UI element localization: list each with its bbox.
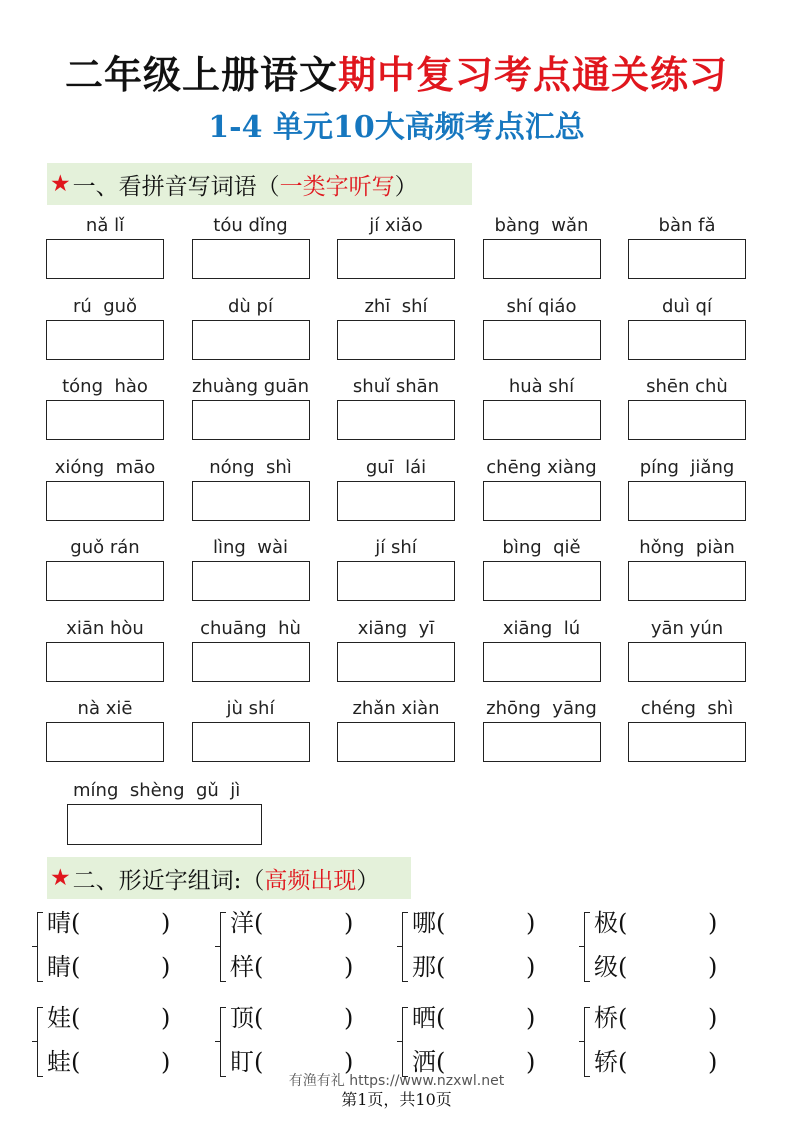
pinyin-label: shēn chù (646, 376, 728, 397)
left-paren: ( (436, 909, 446, 937)
answer-box[interactable] (192, 722, 310, 762)
pinyin-item (337, 696, 455, 762)
character: 桥 (594, 1004, 618, 1032)
word-building-line[interactable] (47, 997, 177, 1039)
answer-box[interactable] (337, 561, 455, 601)
answer-box[interactable] (192, 239, 310, 279)
answer-box[interactable] (628, 239, 746, 279)
pinyin-item (628, 616, 746, 682)
pinyin-item (192, 696, 310, 762)
pinyin-label: tóu dǐng (213, 215, 288, 236)
answer-box[interactable] (337, 481, 455, 521)
pinyin-label: nóng shì (209, 456, 292, 478)
word-building-line[interactable] (47, 902, 177, 944)
pinyin-label: píng jiǎng (639, 456, 735, 478)
pinyin-item (483, 374, 601, 440)
right-paren: ) (526, 909, 536, 937)
pinyin-row (46, 294, 746, 375)
footer-watermark: 有渔有礼 https://www.nzxwl.net (288, 1073, 505, 1089)
answer-box[interactable] (483, 642, 601, 682)
left-paren: ( (618, 1048, 628, 1076)
right-paren: ) (161, 909, 171, 937)
word-building-line[interactable] (594, 997, 724, 1039)
right-paren: ) (526, 953, 536, 981)
pinyin-label: jí xiǎo (369, 215, 423, 236)
pinyin-label: míng shèng gǔ jì (73, 780, 241, 801)
right-paren: ) (161, 1004, 171, 1032)
pinyin-label: jù shí (226, 698, 275, 719)
pinyin-label: shí qiáo (506, 295, 577, 317)
pinyin-row (46, 213, 746, 294)
answer-box[interactable] (628, 722, 746, 762)
character: 极 (594, 909, 618, 937)
left-paren: ( (618, 953, 628, 981)
left-paren: ( (254, 1048, 264, 1076)
answer-box[interactable] (46, 642, 164, 682)
left-paren: ( (618, 909, 628, 937)
answer-box[interactable] (192, 481, 310, 521)
character-pair (584, 902, 734, 992)
right-paren: ) (708, 909, 718, 937)
answer-box[interactable] (483, 239, 601, 279)
pinyin-item (337, 213, 455, 279)
pinyin-item (46, 696, 164, 762)
pinyin-item (337, 535, 455, 601)
answer-box[interactable] (192, 320, 310, 360)
pinyin-label: xiāng yī (357, 617, 435, 639)
pinyin-label: dù pí (228, 295, 273, 317)
pinyin-label: shuǐ shān (352, 376, 440, 397)
pinyin-item (628, 455, 746, 521)
left-paren: ( (71, 1048, 81, 1076)
pinyin-label: chuāng hù (200, 617, 301, 639)
pinyin-label: huà shí (508, 376, 575, 397)
title-part-grade: 二年级上册语文 (64, 52, 338, 97)
character: 晴 (47, 909, 71, 937)
section-1-close: ） (394, 173, 418, 200)
section-1-highlight: 一类字听写 (279, 173, 395, 200)
pinyin-label: xióng māo (54, 456, 156, 478)
pinyin-row (46, 535, 746, 616)
answer-box[interactable] (46, 561, 164, 601)
section-1-label: 一、看拼音写词语（ (72, 173, 280, 200)
pinyin-item (628, 213, 746, 279)
character: 晒 (412, 1004, 436, 1032)
left-paren: ( (436, 1004, 446, 1032)
pinyin-item (483, 616, 601, 682)
pinyin-label: chēng xiàng (486, 456, 597, 478)
word-building-line[interactable] (230, 997, 360, 1039)
pinyin-label: nà xiē (77, 698, 133, 719)
character: 洋 (230, 909, 254, 937)
answer-box[interactable] (192, 642, 310, 682)
pinyin-item (337, 616, 455, 682)
character: 级 (594, 953, 618, 981)
right-paren: ) (708, 953, 718, 981)
pinyin-label: guī lái (365, 456, 427, 478)
left-paren: ( (254, 909, 264, 937)
brace-icon (402, 1007, 408, 1077)
left-paren: ( (71, 909, 81, 937)
right-paren: ) (161, 953, 171, 981)
pinyin-label: duì qí (662, 295, 712, 317)
left-paren: ( (436, 1048, 446, 1076)
character: 娃 (47, 1004, 71, 1032)
pinyin-item (192, 455, 310, 521)
answer-box[interactable] (192, 400, 310, 440)
pinyin-item (628, 294, 746, 360)
character: 哪 (412, 909, 436, 937)
left-paren: ( (254, 953, 264, 981)
character: 盯 (230, 1048, 254, 1076)
answer-box[interactable] (483, 400, 601, 440)
pinyin-label: bìng qiě (502, 537, 581, 558)
word-building-line[interactable] (230, 946, 360, 988)
pinyin-label: guǒ rán (70, 537, 140, 558)
character: 轿 (594, 1048, 618, 1076)
pinyin-label: bàng wǎn (494, 215, 589, 236)
answer-box[interactable] (46, 320, 164, 360)
answer-box[interactable] (337, 400, 455, 440)
section-2-label: 二、形近字组词:（ (72, 867, 265, 894)
answer-box[interactable] (337, 642, 455, 682)
character-pair (402, 902, 552, 992)
right-paren: ) (344, 953, 354, 981)
brace-icon (37, 912, 43, 982)
footer-page-number: 第1页，共10页 (341, 1090, 452, 1109)
star-icon: ★ (50, 865, 71, 891)
word-building-line[interactable] (412, 997, 542, 1039)
answer-box[interactable] (483, 320, 601, 360)
pinyin-label: chéng shì (640, 698, 734, 719)
pinyin-label: jí shí (375, 537, 417, 558)
pinyin-item (46, 455, 164, 521)
character: 那 (412, 953, 436, 981)
title-part-review: 期中复习考点通关练习 (338, 52, 729, 97)
pinyin-item (337, 294, 455, 360)
brace-icon (220, 1007, 226, 1077)
page-subtitle: 1-4 单元10大高频考点汇总 (208, 110, 585, 145)
right-paren: ) (526, 1004, 536, 1032)
section-2-close: ） (356, 867, 380, 894)
pinyin-label: tóng hào (62, 376, 148, 397)
pinyin-label: xiān hòu (66, 617, 144, 639)
brace-icon (402, 912, 408, 982)
pinyin-grid (46, 213, 746, 777)
character-pair (220, 902, 370, 992)
brace-icon (584, 1007, 590, 1077)
pinyin-row (46, 374, 746, 455)
character-pair (37, 902, 187, 992)
pinyin-item (483, 455, 601, 521)
star-icon: ★ (50, 171, 71, 197)
pinyin-label: zhuàng guān (191, 376, 310, 397)
answer-box[interactable] (628, 400, 746, 440)
pinyin-item (483, 294, 601, 360)
answer-box[interactable] (46, 239, 164, 279)
pinyin-label: zhōng yāng (486, 698, 597, 719)
brace-icon (37, 1007, 43, 1077)
right-paren: ) (161, 1048, 171, 1076)
pinyin-label: zhī shí (364, 295, 428, 317)
section-1-heading (47, 163, 472, 205)
pinyin-label: bàn fǎ (658, 215, 716, 236)
character: 蛙 (47, 1048, 71, 1076)
left-paren: ( (436, 953, 446, 981)
character: 样 (230, 953, 254, 981)
left-paren: ( (618, 1004, 628, 1032)
brace-icon (584, 912, 590, 982)
character: 洒 (412, 1048, 436, 1076)
word-building-line[interactable] (47, 946, 177, 988)
pinyin-row (46, 616, 746, 697)
answer-box[interactable] (337, 320, 455, 360)
word-building-line[interactable] (230, 902, 360, 944)
section-2-highlight: 高频出现 (264, 867, 357, 894)
right-paren: ) (708, 1048, 718, 1076)
pinyin-item (628, 696, 746, 762)
answer-box[interactable] (192, 561, 310, 601)
answer-box[interactable] (483, 481, 601, 521)
pinyin-label: xiāng lú (502, 617, 581, 639)
pinyin-label: rú guǒ (72, 295, 138, 317)
pinyin-item (483, 696, 601, 762)
pinyin-item (46, 535, 164, 601)
pinyin-item (483, 535, 601, 601)
pinyin-item (192, 374, 310, 440)
answer-box[interactable] (483, 722, 601, 762)
pinyin-item (192, 535, 310, 601)
right-paren: ) (708, 1004, 718, 1032)
pinyin-row (46, 696, 746, 777)
pinyin-item (192, 294, 310, 360)
pinyin-item (337, 455, 455, 521)
pinyin-item (628, 374, 746, 440)
answer-box[interactable] (46, 400, 164, 440)
answer-box[interactable] (337, 722, 455, 762)
right-paren: ) (526, 1048, 536, 1076)
pinyin-item (628, 535, 746, 601)
pinyin-item (46, 374, 164, 440)
word-building-line[interactable] (594, 902, 724, 944)
pinyin-label: yān yún (650, 617, 724, 639)
pinyin-item (192, 616, 310, 682)
pinyin-label: zhǎn xiàn (352, 698, 440, 719)
answer-box[interactable] (628, 642, 746, 682)
right-paren: ) (344, 1004, 354, 1032)
word-building-line[interactable] (412, 902, 542, 944)
character: 睛 (47, 953, 71, 981)
character: 顶 (230, 1004, 254, 1032)
pinyin-label: lìng wài (212, 537, 289, 558)
pinyin-item (192, 213, 310, 279)
pinyin-item (46, 294, 164, 360)
brace-icon (220, 912, 226, 982)
answer-box[interactable] (483, 561, 601, 601)
pinyin-item (46, 616, 164, 682)
left-paren: ( (71, 1004, 81, 1032)
pinyin-label: nǎ lǐ (85, 215, 125, 236)
section-2-heading (47, 857, 411, 899)
right-paren: ) (344, 909, 354, 937)
pinyin-row (46, 455, 746, 536)
pinyin-item (337, 374, 455, 440)
answer-box[interactable] (628, 481, 746, 521)
left-paren: ( (71, 953, 81, 981)
word-building-line[interactable] (412, 946, 542, 988)
answer-box[interactable] (46, 481, 164, 521)
page-title (0, 52, 793, 98)
answer-box[interactable] (628, 561, 746, 601)
answer-box[interactable] (46, 722, 164, 762)
word-building-line[interactable] (594, 946, 724, 988)
answer-box[interactable] (67, 804, 262, 845)
right-paren: ) (344, 1048, 354, 1076)
pinyin-extra-item (67, 778, 262, 845)
pinyin-item (46, 213, 164, 279)
left-paren: ( (254, 1004, 264, 1032)
pinyin-item (483, 213, 601, 279)
pinyin-label: hǒng piàn (639, 537, 735, 558)
answer-box[interactable] (337, 239, 455, 279)
answer-box[interactable] (628, 320, 746, 360)
